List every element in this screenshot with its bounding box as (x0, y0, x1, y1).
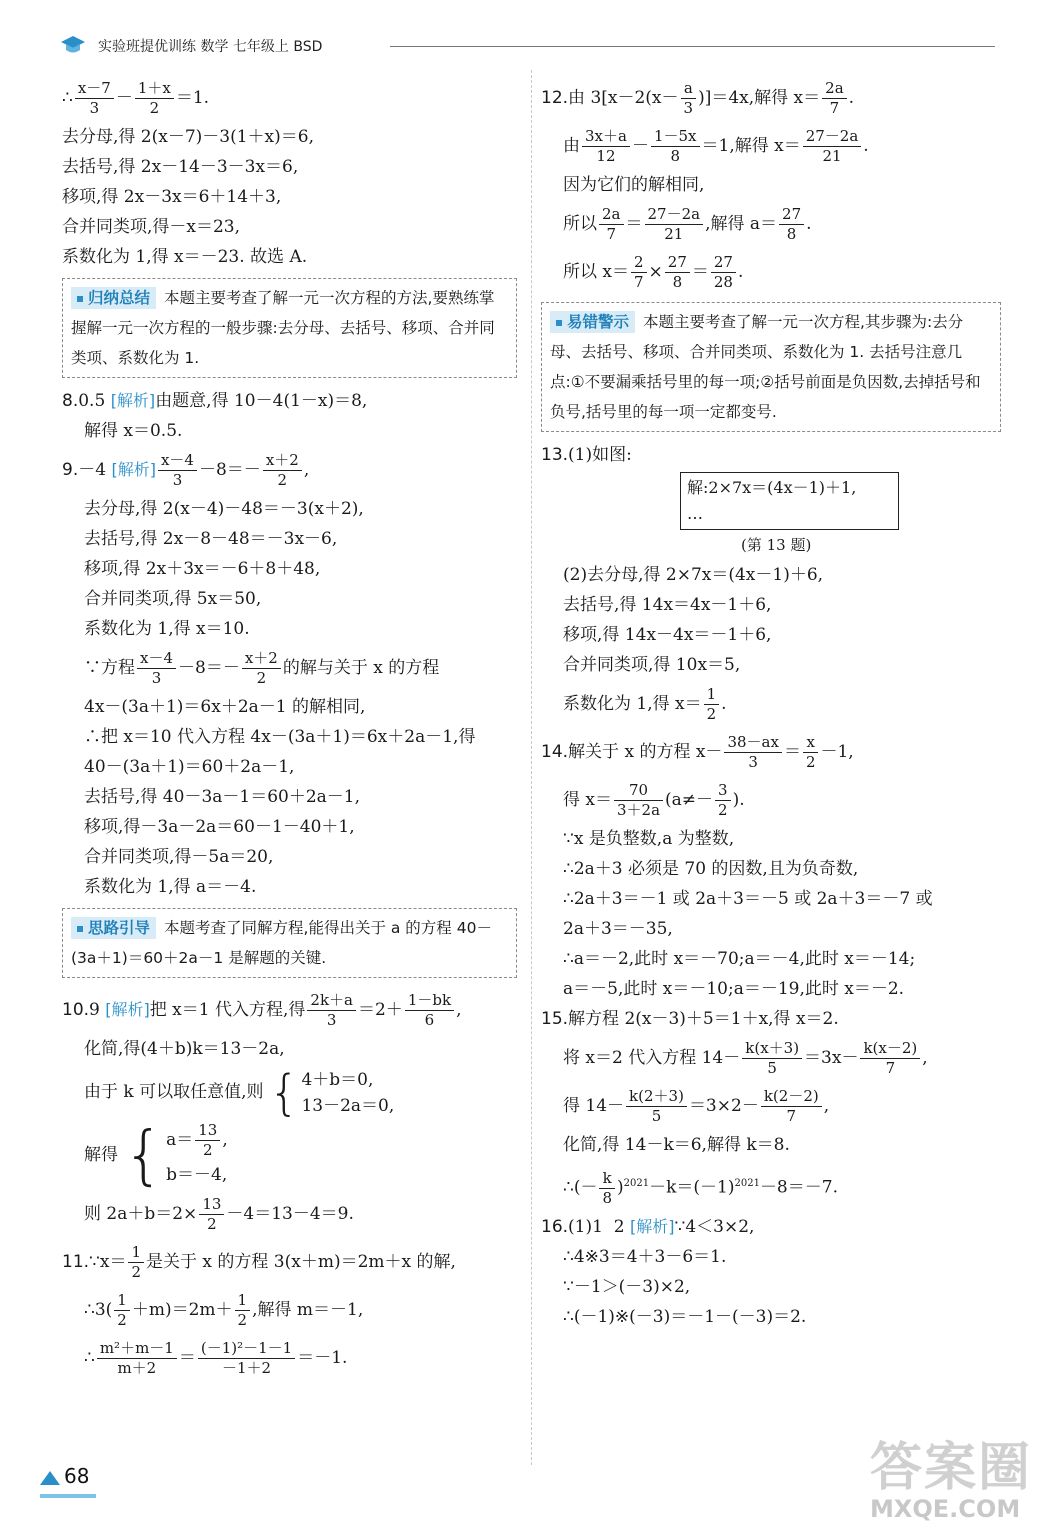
q15-line3: 得 14－ $\frac{k(2+3)}{5}$ ＝3×2－ $\frac{k(2-2)}{7}$ , (563, 1087, 830, 1125)
q11-line2: ∴3( $\frac{1}{2}$ ＋m)＝2m＋ $\frac{1}{2}$ ,解得 m＝－1, (84, 1291, 364, 1329)
q14-line8: a＝－5,此时 x＝－10;a＝－19,此时 x＝－2. (563, 979, 905, 999)
q9-line11: 去括号,得 40－3a－1＝60＋2a－1, (84, 787, 361, 807)
q13-line4: 移项,得 14x－4x＝－1＋6, (563, 625, 772, 645)
q11-line1: 11.∵x＝ $\frac{1}{2}$ 是关于 x 的方程 3(x＋m)＝2m＋x 的解, (62, 1243, 456, 1281)
q7-line5: 合并同类项,得－x＝23, (62, 217, 241, 237)
q14-line3: ∵x 是负整数,a 为整数, (563, 829, 735, 849)
q14-line2: 得 x＝ $\frac{70}{3+2a}$ (a≠－ $\frac{3}{2}$ ). (563, 781, 745, 819)
error-warning-note: 易错警示 本题主要考查了解一元一次方程,其步骤为:去分母、去括号、移项、合并同类项、系数化为 1. 去括号注意几点:①不要漏乘括号里的每一项;②括号前面是负因数,去掉括号和负号,括号里的每一项一定都变号. (541, 302, 1001, 432)
q9-line4: 移项,得 2x＋3x＝－6＋8＋48, (84, 559, 321, 579)
q13-box-line1: 解:2×7x＝(4x－1)＋1, (687, 478, 857, 497)
header-rule (390, 46, 995, 47)
q13-line2: (2)去分母,得 2×7x＝(4x－1)＋6, (563, 565, 824, 585)
q12-line5: 所以 x＝ $\frac{2}{7}$ × $\frac{27}{8}$ ＝ $\frac{27}{28}$ . (563, 253, 744, 291)
summary-note-label: 归纳总结 (71, 287, 156, 309)
q16-line4: ∴(－1)※(－3)＝－1－(－3)＝2. (563, 1306, 807, 1327)
q9-line5: 合并同类项,得 5x＝50, (84, 589, 262, 609)
q9-line10: 40－(3a＋1)＝60＋2a－1, (84, 757, 295, 777)
q13-caption: (第 13 题) (741, 536, 812, 554)
q9-line6: 系数化为 1,得 x＝10. (84, 619, 250, 639)
q12-line2: 由 $\frac{3x+a}{12}$ － $\frac{1-5x}{8}$ ＝1,解得 x＝ $\frac{27-2a}{21}$ . (563, 127, 869, 165)
q9-line3: 去括号,得 2x－8－48＝－3x－6, (84, 529, 338, 549)
left-column (62, 74, 517, 1382)
q16-line3: ∵－1＞(－3)×2, (563, 1276, 691, 1297)
q7-line6: 系数化为 1,得 x＝－23. 故选 A. (62, 247, 308, 267)
right-column (541, 74, 1001, 1332)
q12-line4: 所以 $\frac{2a}{7}$ ＝ $\frac{27-2a}{21}$ ,解得 a＝ $\frac{27}{8}$ . (563, 205, 812, 243)
q15-line4: 化简,得 14－k＝6,解得 k＝8. (563, 1135, 790, 1155)
q9-line14: 系数化为 1,得 a＝－4. (84, 877, 257, 897)
q9-line1: 9.－4 [解析] $\frac{x-4}{3}$ －8＝－ $\frac{x+2}{2}$ , (62, 451, 310, 489)
thinking-guide-label: 思路引导 (71, 917, 156, 939)
page-marker-icon (40, 1471, 60, 1485)
q16-line2: ∴4※3＝4＋3－6＝1. (563, 1246, 727, 1267)
q9-line2: 去分母,得 2(x－4)－48＝－3(x＋2), (84, 499, 364, 519)
q13-line6: 系数化为 1,得 x＝ $\frac{1}{2}$ . (563, 685, 727, 723)
q9-line7: ∵方程 $\frac{x-4}{3}$ －8＝－ $\frac{x+2}{2}$ 的解与关于 x 的方程 (84, 649, 440, 687)
q7-line1: ∴ $\frac{x-7}{3}$ － $\frac{1+x}{2}$ ＝1. (62, 79, 210, 117)
q10-line4: 解得 { a＝ $\frac{13}{2}$ , b＝－4, (84, 1118, 228, 1193)
q15-line1: 15.解方程 2(x－3)＋5＝1＋x,得 x＝2. (541, 1009, 839, 1029)
q9-line9: ∴把 x＝10 代入方程 4x－(3a＋1)＝6x＋2a－1,得 (84, 727, 476, 747)
q15-line5: ∴(－ $\frac{k}{8}$ )$^{2021}-k=(-1)^{2021}-8=-7$. (563, 1168, 838, 1207)
q8-line1: 8.0.5 [解析]由题意,得 10－4(1－x)＝8, (62, 391, 368, 411)
q13-box-line2: … (687, 504, 703, 523)
column-divider (531, 70, 532, 1465)
q13-line3: 去括号,得 14x＝4x－1＋6, (563, 595, 772, 615)
q9-line12: 移项,得－3a－2a＝60－1－40＋1, (84, 817, 355, 837)
q7-line2: 去分母,得 2(x－7)－3(1＋x)＝6, (62, 127, 314, 147)
q14-line4: ∴2a＋3 必须是 70 的因数,且为负奇数, (563, 859, 859, 879)
q13-line5: 合并同类项,得 10x＝5, (563, 655, 741, 675)
summary-note: 归纳总结 本题主要考查了解一元一次方程的方法,要熟练掌握解一元一次方程的一般步骤:去分母、去括号、移项、合并同类项、系数化为 1. (62, 278, 517, 378)
q12-line1: 12.由 3[x－2(x－ $\frac{a}{3}$ )]＝4x,解得 x＝ $\frac{2a}{7}$ . (541, 79, 855, 117)
watermark-logo: 答案圈 MXQE.COM (870, 1438, 1033, 1523)
q10-line1: 10.9 [解析]把 x＝1 代入方程,得 $\frac{2k+a}{3}$ ＝2＋ $\frac{1-bk}{6}$ , (62, 991, 462, 1029)
q14-line6: 2a＋3＝－35, (563, 919, 673, 939)
q13-line1: 13.(1)如图: (541, 445, 632, 465)
q14-line5: ∴2a＋3＝－1 或 2a＋3＝－5 或 2a＋3＝－7 或 (563, 889, 933, 909)
page-number: 68 (40, 1464, 89, 1492)
q10-line2: 化简,得(4＋b)k＝13－2a, (84, 1039, 285, 1059)
q16-line1: 16.(1)1 2 [解析]∵4＜3×2, (541, 1216, 755, 1237)
q10-line5: 则 2a＋b＝2× $\frac{13}{2}$ －4＝13－4＝9. (84, 1195, 354, 1233)
thinking-guide-note: 思路引导 本题考查了同解方程,能得出关于 a 的方程 40－(3a＋1)＝60＋2a－1 是解题的关键. (62, 908, 517, 978)
q9-line13: 合并同类项,得－5a＝20, (84, 847, 274, 867)
q14-line7: ∴a＝－2,此时 x＝－70;a＝－4,此时 x＝－14; (563, 949, 916, 969)
q14-line1: 14.解关于 x 的方程 x－ $\frac{38-ax}{3}$ ＝ $\frac{x}{2}$ －1, (541, 733, 854, 771)
q15-line2: 将 x＝2 代入方程 14－ $\frac{k(x+3)}{5}$ ＝3x－ $\frac{k(x-2)}{7}$ , (563, 1039, 928, 1077)
q12-line3: 因为它们的解相同, (563, 175, 705, 195)
graduation-cap-icon (60, 34, 86, 56)
q7-line3: 去括号,得 2x－14－3－3x＝6, (62, 157, 299, 177)
q7-line4: 移项,得 2x－3x＝6＋14＋3, (62, 187, 282, 207)
q13-figure-box (680, 472, 899, 530)
q10-line3: 由于 k 可以取任意值,则 { 4＋b＝0, 13－2a＝0, (84, 1064, 395, 1121)
page-header (60, 34, 995, 58)
error-warning-label: 易错警示 (550, 311, 635, 333)
q9-line8: 4x－(3a＋1)＝6x＋2a－1 的解相同, (84, 697, 366, 717)
q11-line3: ∴ $\frac{\text{m²＋m－1}}{m+2}$ ＝ $\frac{\text{(－1)²－1－1}}{-1+2}$ ＝－1. (84, 1339, 348, 1377)
book-title: 实验班提优训练 数学 七年级上 BSD (98, 39, 323, 55)
q8-line2: 解得 x＝0.5. (84, 421, 183, 441)
